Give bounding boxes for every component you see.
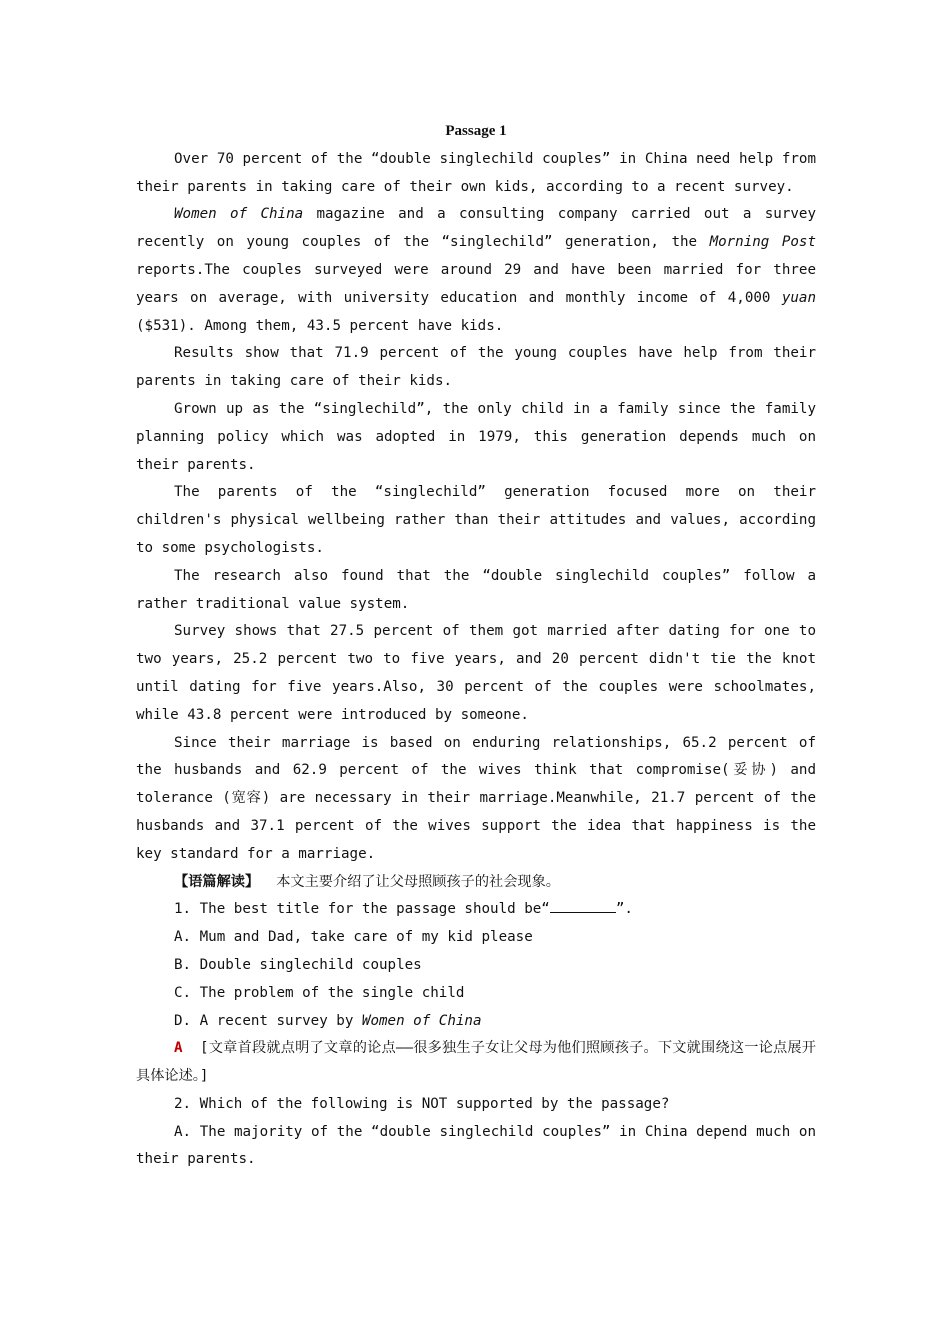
question-1-option-b: B. Double singlechild couples bbox=[174, 956, 422, 973]
magazine-name: Women of China bbox=[174, 206, 304, 223]
question-2-option-a: A. The majority of the “double singlechild couples” in China depend much on their parents. bbox=[136, 1123, 816, 1168]
question-1-option-d: D. A recent survey by Women of China bbox=[174, 1012, 482, 1029]
analysis-text: 本文主要介绍了让父母照顾孩子的社会现象。 bbox=[276, 873, 560, 890]
paragraph-7: Survey shows that 27.5 percent of them got married after dating for one to two years, 25.2 percent two to five years, and 20 percent didn't tie the knot until dating for five years.Also, 30 percent of the couples were schoolmates, while 43.8 percent were introduced by someone. bbox=[136, 623, 816, 723]
question-2-stem: 2. Which of the following is NOT supported by the passage? bbox=[174, 1095, 670, 1112]
analysis bbox=[136, 869, 816, 897]
answer-blank bbox=[550, 896, 616, 913]
paragraph-6: The research also found that the “double singlechild couples” follow a rather traditional value system. bbox=[136, 567, 816, 612]
passage-title: Passage 1 bbox=[445, 123, 507, 139]
paragraph-5: The parents of the “singlechild” generation focused more on their children's physical wellbeing rather than their attitudes and values, according to some psychologists. bbox=[136, 484, 816, 556]
paragraph-3: Results show that 71.9 percent of the young couples have help from their parents in taking care of their kids. bbox=[136, 345, 816, 390]
paragraph-1: Over 70 percent of the “double singlechild couples” in China need help from their parents in taking care of their own kids, according to a recent survey. bbox=[136, 150, 816, 195]
analysis-label: 【语篇解读】 bbox=[174, 873, 260, 890]
answer-letter: A bbox=[174, 1040, 183, 1057]
question-1-option-c: C. The problem of the single child bbox=[174, 984, 465, 1001]
answer-explanation: [文章首段就点明了文章的论点——很多独生子女让父母为他们照顾孩子。下文就围绕这一论点展开具体论述。] bbox=[136, 1040, 816, 1085]
question-1-answer bbox=[136, 1035, 816, 1091]
paragraph-4: Grown up as the “singlechild”, the only child in a family since the family planning policy which was adopted in 1979, this generation depends much on their parents. bbox=[136, 400, 816, 473]
question-1-stem: 1. The best title for the passage should be“ ”. bbox=[136, 896, 816, 924]
paragraph-2: Women of China magazine and a consulting company carried out a survey recently on young couples of the “singlechild” generation, the Morning Post reports.The couples surveyed were around 29 and have been married for three years on average, with university education and monthly income of 4,000 yuan ($531). Among them, 43.5 percent have kids. bbox=[136, 206, 816, 334]
newspaper-name: Morning Post bbox=[709, 234, 816, 251]
document-page bbox=[136, 118, 816, 1174]
question-1-option-a: A. Mum and Dad, take care of my kid please bbox=[174, 929, 533, 946]
currency-word: yuan bbox=[781, 289, 816, 306]
paragraph-8: Since their marriage is based on enduring relationships, 65.2 percent of the husbands and 62.9 percent of the wives think that compromise(妥协) and tolerance (宽容) are necessary in their marriage.Meanwhile, 21.7 percent of the husbands and 37.1 percent of the wives support the idea that happiness is the key standard for a marriage. bbox=[136, 734, 816, 862]
